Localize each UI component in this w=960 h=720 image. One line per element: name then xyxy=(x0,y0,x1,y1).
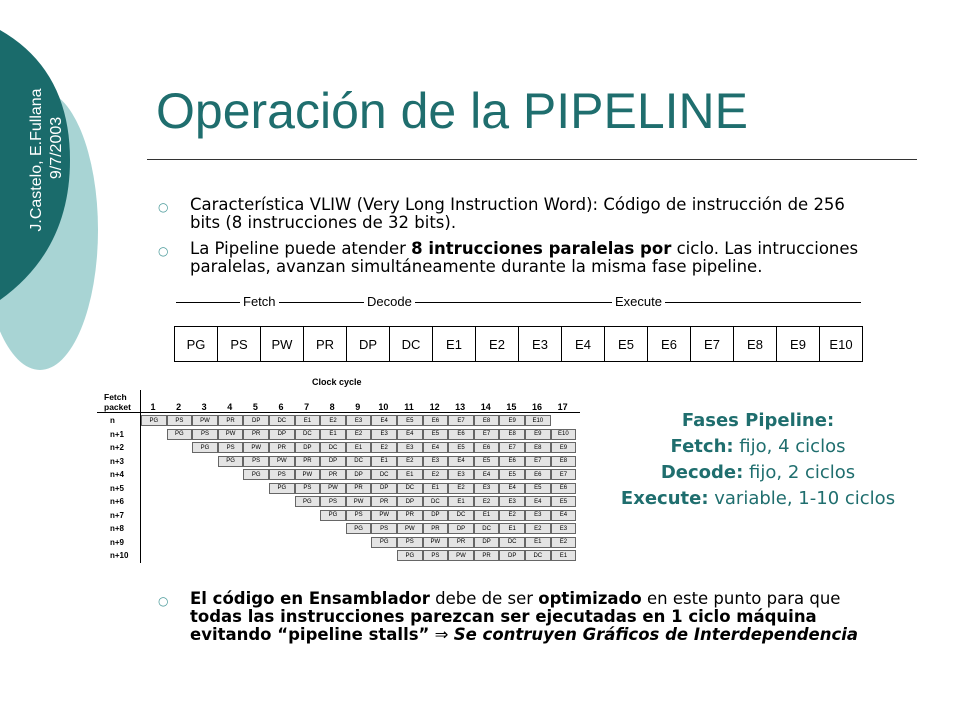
clock-cycle-number: 12 xyxy=(429,402,440,412)
timing-cell: PS xyxy=(320,496,346,507)
timing-cell: E3 xyxy=(499,496,525,507)
timing-cell: E4 xyxy=(525,496,551,507)
timing-cell: E1 xyxy=(371,456,397,467)
timing-cell: E8 xyxy=(499,429,525,440)
timing-cell: E5 xyxy=(448,442,474,453)
timing-cell: E5 xyxy=(423,429,449,440)
packet-label: n+5 xyxy=(110,483,125,493)
stage-cell: E1 xyxy=(433,327,476,361)
timing-cell: PR xyxy=(269,442,295,453)
clock-cycle-number: 4 xyxy=(227,402,233,412)
timing-cell: PG xyxy=(192,442,218,453)
timing-cell: E2 xyxy=(525,523,551,534)
timing-cell: PG xyxy=(346,523,372,534)
timing-cell: E3 xyxy=(371,429,397,440)
timing-cell: DC xyxy=(397,483,423,494)
stage-cell: DP xyxy=(347,327,390,361)
timing-cell: E1 xyxy=(551,550,577,561)
bullet-vliw xyxy=(158,196,878,232)
stage-cell: PS xyxy=(218,327,261,361)
timing-cell: E2 xyxy=(551,537,577,548)
timing-cell: E7 xyxy=(448,415,474,426)
timing-cell: PG xyxy=(167,429,193,440)
date-label: 9/7/2003 xyxy=(48,116,65,180)
timing-cell: E4 xyxy=(551,510,577,521)
timing-cell: E2 xyxy=(474,496,500,507)
fases-summary: Fases Pipeline: Fetch: fijo, 4 ciclos Decode: fijo, 2 ciclos Execute: variable, 1-10 ciclos xyxy=(620,410,896,509)
timing-cell: E7 xyxy=(551,469,577,480)
fetch-packet-header: Fetch packet xyxy=(104,392,131,412)
timing-cell: E3 xyxy=(474,483,500,494)
stage-cell: E6 xyxy=(648,327,691,361)
timing-cell: E2 xyxy=(346,429,372,440)
timing-cell: E1 xyxy=(423,483,449,494)
fetch-label: Fetch xyxy=(240,294,279,309)
stage-row xyxy=(174,326,863,362)
timing-cell: E10 xyxy=(551,429,577,440)
timing-cell: DP xyxy=(448,523,474,534)
timing-cell: DC xyxy=(295,429,321,440)
stage-cell: E9 xyxy=(777,327,820,361)
timing-cell: DC xyxy=(346,456,372,467)
timing-cell: DP xyxy=(397,496,423,507)
timing-cell: PS xyxy=(295,483,321,494)
bullet-text: La Pipeline puede atender 8 intrucciones paralelas por ciclo. Las intrucciones paralelas, avanzan simultáneamente durante la misma fase pipeline. xyxy=(190,239,859,276)
timing-cell: E8 xyxy=(474,415,500,426)
timing-cell: PR xyxy=(448,537,474,548)
clock-cycle-number: 16 xyxy=(531,402,542,412)
timing-cell: E5 xyxy=(525,483,551,494)
timing-cell: E2 xyxy=(448,483,474,494)
timing-cell: PS xyxy=(192,429,218,440)
timing-cell: E1 xyxy=(525,537,551,548)
timing-cell: DC xyxy=(448,510,474,521)
packet-label: n+6 xyxy=(110,497,125,506)
timing-cell: PS xyxy=(218,442,244,453)
timing-cell: DC xyxy=(525,550,551,561)
stage-cell: E5 xyxy=(605,327,648,361)
timing-cell: E4 xyxy=(397,429,423,440)
timing-cell: DC xyxy=(423,496,449,507)
timing-cell: PS xyxy=(371,523,397,534)
timing-cell: PG xyxy=(295,496,321,507)
stage-cell: PW xyxy=(261,327,304,361)
timing-cell: DP xyxy=(474,537,500,548)
timing-cell: E6 xyxy=(474,442,500,453)
timing-cell: DP xyxy=(295,442,321,453)
timing-cell: PW xyxy=(448,550,474,561)
timing-cell: E6 xyxy=(448,429,474,440)
timing-cell: E5 xyxy=(551,496,577,507)
packet-label: n+8 xyxy=(110,524,125,533)
timing-cell: PR xyxy=(346,483,372,494)
clock-cycle-number: 6 xyxy=(278,402,284,412)
stage-cell: PG xyxy=(175,327,218,361)
clock-cycle-number: 10 xyxy=(378,402,389,412)
timing-cell: E4 xyxy=(448,456,474,467)
timing-cell: E3 xyxy=(397,442,423,453)
timing-cell: PW xyxy=(371,510,397,521)
packet-label: n+2 xyxy=(110,443,125,452)
timing-cell: E8 xyxy=(551,456,577,467)
stage-cell: E10 xyxy=(829,336,853,352)
clock-cycle-title: Clock cycle xyxy=(312,377,362,387)
bullet-icon: ○ xyxy=(158,200,169,214)
timing-cell: E10 xyxy=(525,415,551,426)
timing-cell: PG xyxy=(371,537,397,548)
timing-cell: E3 xyxy=(448,469,474,480)
timing-cell: PG xyxy=(218,456,244,467)
timing-cell: PR xyxy=(371,496,397,507)
timing-cell: E3 xyxy=(551,523,577,534)
timing-cell: E3 xyxy=(346,415,372,426)
stage-cell: PR xyxy=(304,327,347,361)
clock-cycle-number: 17 xyxy=(557,402,568,412)
timing-cell: PR xyxy=(423,523,449,534)
timing-cell: PR xyxy=(295,456,321,467)
timing-cell: E3 xyxy=(525,510,551,521)
timing-cell: PW xyxy=(218,429,244,440)
timing-cell: DC xyxy=(269,415,295,426)
page-title: Operación de la PIPELINE xyxy=(156,83,748,139)
timing-cell: E5 xyxy=(499,469,525,480)
timing-cell: E2 xyxy=(320,415,346,426)
timing-cell: DC xyxy=(499,537,525,548)
stage-cell: E7 xyxy=(691,327,734,361)
clock-cycle-number: 2 xyxy=(176,402,182,412)
timing-cell: PW xyxy=(243,442,269,453)
clock-cycle-number: 7 xyxy=(304,402,310,412)
timing-cell: PG xyxy=(269,483,295,494)
clock-cycle-number: 8 xyxy=(329,402,335,412)
timing-cell: PG xyxy=(141,415,167,426)
timing-cell: DC xyxy=(474,523,500,534)
bullet-icon: ○ xyxy=(158,594,169,608)
clock-cycle-number: 14 xyxy=(480,402,491,412)
timing-cell: E2 xyxy=(397,456,423,467)
grid-divider xyxy=(97,412,580,413)
bullet-icon: ○ xyxy=(158,244,169,258)
timing-cell: E1 xyxy=(448,496,474,507)
timing-cell: PW xyxy=(346,496,372,507)
bullet-text: El código en Ensamblador debe de ser optimizado en este punto para que todas las instrucciones parezcan ser ejecutadas en 1 ciclo máquina evitando “pipeline stalls” ⇒ Se contruyen Gráficos de Interdependencia xyxy=(190,589,859,644)
stage-cell: DC xyxy=(390,327,433,361)
timing-cell: PR xyxy=(320,469,346,480)
timing-cell: E1 xyxy=(397,469,423,480)
timing-cell: DP xyxy=(320,456,346,467)
timing-cell: DP xyxy=(371,483,397,494)
clock-cycle-number: 3 xyxy=(201,402,207,412)
bullet-text: Característica VLIW (Very Long Instruction Word): Código de instrucción de 256 bits (8 instrucciones de 32 bits). xyxy=(190,195,845,232)
timing-cell: E2 xyxy=(499,510,525,521)
timing-cell: PS xyxy=(243,456,269,467)
timing-cell: E7 xyxy=(499,442,525,453)
timing-cell: PR xyxy=(218,415,244,426)
timing-cell: PW xyxy=(423,537,449,548)
stage-cell: E4 xyxy=(562,327,605,361)
timing-cell: E9 xyxy=(525,429,551,440)
timing-cell: PS xyxy=(167,415,193,426)
timing-cell: PW xyxy=(295,469,321,480)
timing-cell: PS xyxy=(346,510,372,521)
packet-label: n+9 xyxy=(110,537,125,547)
timing-cell: E4 xyxy=(423,442,449,453)
timing-cell: PG xyxy=(243,469,269,480)
clock-cycle-number: 11 xyxy=(404,402,414,412)
bullet-parallel xyxy=(158,240,878,276)
packet-label: n+4 xyxy=(110,470,125,479)
decode-label: Decode xyxy=(364,294,415,309)
clock-cycle-number: 1 xyxy=(150,402,156,412)
timing-cell: PW xyxy=(192,415,218,426)
author-label: J.Castelo, E.Fullana xyxy=(28,88,45,232)
timing-cell: E1 xyxy=(474,510,500,521)
timing-cell: PW xyxy=(320,483,346,494)
clock-cycle-number: 13 xyxy=(455,402,466,412)
timing-cell: PG xyxy=(320,510,346,521)
timing-cell: E4 xyxy=(499,483,525,494)
stage-cell: E2 xyxy=(476,327,519,361)
timing-cell: E8 xyxy=(525,442,551,453)
timing-cell: DP xyxy=(243,415,269,426)
timing-cell: DP xyxy=(346,469,372,480)
timing-cell: PS xyxy=(269,469,295,480)
timing-cell: E9 xyxy=(499,415,525,426)
timing-cell: E5 xyxy=(474,456,500,467)
timing-cell: E6 xyxy=(499,456,525,467)
packet-label: n+3 xyxy=(110,456,125,466)
timing-cell: E1 xyxy=(499,523,525,534)
timing-cell: PR xyxy=(397,510,423,521)
timing-cell: E2 xyxy=(423,469,449,480)
title-divider xyxy=(147,159,917,160)
timing-cell: PR xyxy=(243,429,269,440)
timing-cell: PG xyxy=(397,550,423,561)
packet-label: n+10 xyxy=(110,551,129,560)
packet-label: n+7 xyxy=(110,510,125,520)
timing-cell: E1 xyxy=(320,429,346,440)
timing-cell: DP xyxy=(499,550,525,561)
timing-cell: E6 xyxy=(551,483,577,494)
timing-cell: E7 xyxy=(525,456,551,467)
timing-cell: E4 xyxy=(371,415,397,426)
timing-cell: E9 xyxy=(551,442,577,453)
stage-cell: E8 xyxy=(734,327,777,361)
timing-cell: PW xyxy=(269,456,295,467)
timing-cell: E6 xyxy=(525,469,551,480)
timing-cell: E5 xyxy=(397,415,423,426)
clock-cycle-number: 15 xyxy=(506,402,517,412)
timing-cell: E3 xyxy=(423,456,449,467)
timing-cell: E4 xyxy=(474,469,500,480)
execute-label: Execute xyxy=(612,294,665,309)
timing-cell: PS xyxy=(423,550,449,561)
packet-label: n+1 xyxy=(110,429,125,439)
packet-label: n xyxy=(110,416,115,425)
timing-cell: E2 xyxy=(371,442,397,453)
timing-cell: E6 xyxy=(423,415,449,426)
timing-cell: DC xyxy=(371,469,397,480)
bullet-optimize xyxy=(158,590,878,644)
timing-cell: E7 xyxy=(474,429,500,440)
timing-cell: E1 xyxy=(346,442,372,453)
stage-cell: E3 xyxy=(519,327,562,361)
timing-cell: PW xyxy=(397,523,423,534)
timing-cell: DP xyxy=(423,510,449,521)
timing-cell: PS xyxy=(397,537,423,548)
timing-cell: DP xyxy=(269,429,295,440)
fases-title: Fases Pipeline: xyxy=(681,410,835,431)
clock-cycle-number: 9 xyxy=(355,402,361,412)
timing-cell: PR xyxy=(474,550,500,561)
timing-cell: DC xyxy=(320,442,346,453)
clock-cycle-number: 5 xyxy=(252,402,258,412)
timing-cell: E1 xyxy=(295,415,321,426)
